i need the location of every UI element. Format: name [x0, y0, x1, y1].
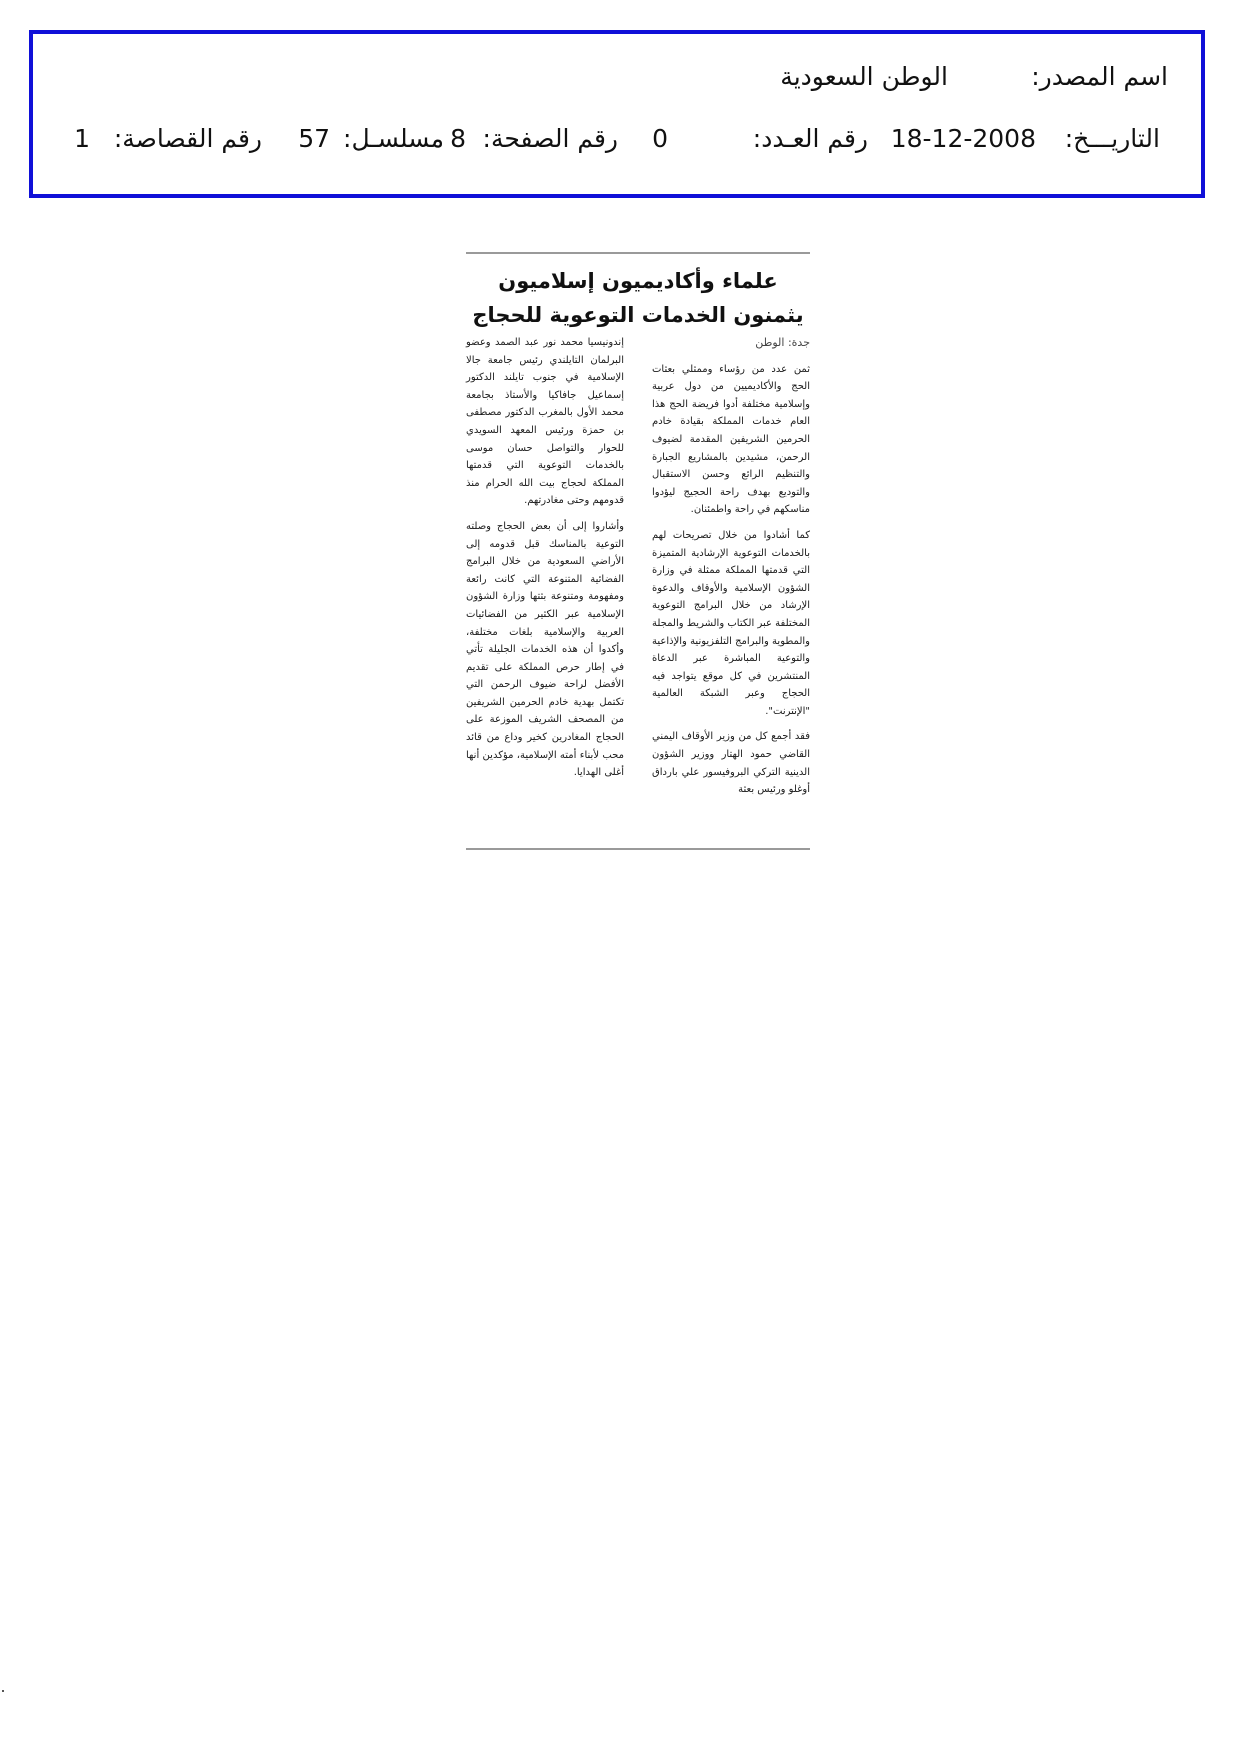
headline-line-1: علماء وأكاديميون إسلاميون [498, 269, 778, 293]
clipping-bottom-rule [466, 848, 810, 850]
date-value: 18-12-2008 [890, 124, 1036, 153]
headline-line-2: يثمنون الخدمات التوعوية للحجاج [472, 303, 804, 327]
issue-label: رقم العـدد: [752, 124, 868, 153]
paragraph: كما أشادوا من خلال تصريحات لهم بالخدمات التوعوية الإرشادية المتميزة التي قدمتها المملكة ممثلة في وزارة الشؤون الإسلامية والأوقاف والدعوة الإرشاد من خلال البرامج التوعوية المختلفة عبر الكتاب والشريط والمجلة والمطوية والبرامج التلفزيونية والإذاعية والتوعية المباشرة عبر الدعاة المنتشرين في كل موقع يتواجد فيه الحجاج وعبر الشبكة العالمية "الإنترنت". [652, 529, 810, 717]
source-header-box [29, 30, 1205, 198]
clipping-value: 1 [74, 124, 90, 153]
source-value: الوطن السعودية [780, 62, 948, 91]
article-column-right [652, 334, 810, 799]
article-headline [466, 264, 810, 332]
paragraph: ثمن عدد من رؤساء وممثلي بعثات الحج والأكاديميين من دول عربية وإسلامية مختلفة أدوا فريضة الحج هذا العام خدمات المملكة بقيادة خادم الحرمين الشريفين المقدمة لضيوف الرحمن، مشيدين بالمشاريع الجبارة والتنظيم الرائع وحسن الاستقبال والتوديع بهدف راحة الحجيج ليؤدوا مناسكهم في راحة واطمئنان. [652, 363, 810, 516]
issue-value: 0 [652, 124, 668, 153]
date-label: التاريـــخ: [1064, 124, 1160, 153]
serial-label: مسلسـل: [343, 124, 444, 153]
article-column-left [466, 334, 624, 782]
newspaper-clipping [466, 250, 810, 854]
paragraph: إندونيسيا محمد نور عبد الصمد وعضو البرلمان التايلندي رئيس جامعة جالا الإسلامية في جنوب تايلند الدكتور إسماعيل جافاكيا والأستاذ بجامعة محمد الأول بالمغرب الدكتور مصطفى بن حمزة ورئيس المعهد السويدي للحوار والتواصل حسان موسى بالخدمات التوعوية التي قدمتها المملكة لحجاج بيت الله الحرام منذ قدومهم وحتى مغادرتهم. [466, 337, 624, 507]
paragraph: فقد أجمع كل من وزير الأوقاف اليمني القاضي حمود الهتار ووزير الشؤون الدينية التركي البروفيسور علي بارداق أوغلو ورئيس بعثة [652, 731, 810, 796]
source-label: اسم المصدر: [1031, 62, 1168, 91]
article-dateline: جدة: الوطن [755, 336, 810, 349]
scan-speck [2, 1690, 4, 1692]
paragraph: وأشاروا إلى أن بعض الحجاج وصلته التوعية بالمناسك قبل قدومه إلى الأراضي السعودية من خلال البرامج الفضائية المتنوعة التي كانت رائعة ومفهومة ومتنوعة بثتها وزارة الشؤون الإسلامية عبر الكثير من الفضائيات العربية والإسلامية بلغات مختلفة، وأكدوا أن هذه الخدمات الجليلة تأتي في إطار حرص المملكة على تقديم الأفضل لراحة ضيوف الرحمن التي تكتمل بهدية خادم الحرمين الشريفين من المصحف الشريف الموزعة على الحجاج المغادرين كخير وداع من قائد محب لأبناء أمته الإسلامية، مؤكدين أنها أغلى الهدايا. [466, 520, 624, 779]
page-value: 8 [450, 124, 466, 153]
clipping-top-rule [466, 252, 810, 254]
serial-value: 57 [298, 124, 330, 153]
page-label: رقم الصفحة: [482, 124, 618, 153]
clipping-label: رقم القصاصة: [113, 124, 262, 153]
